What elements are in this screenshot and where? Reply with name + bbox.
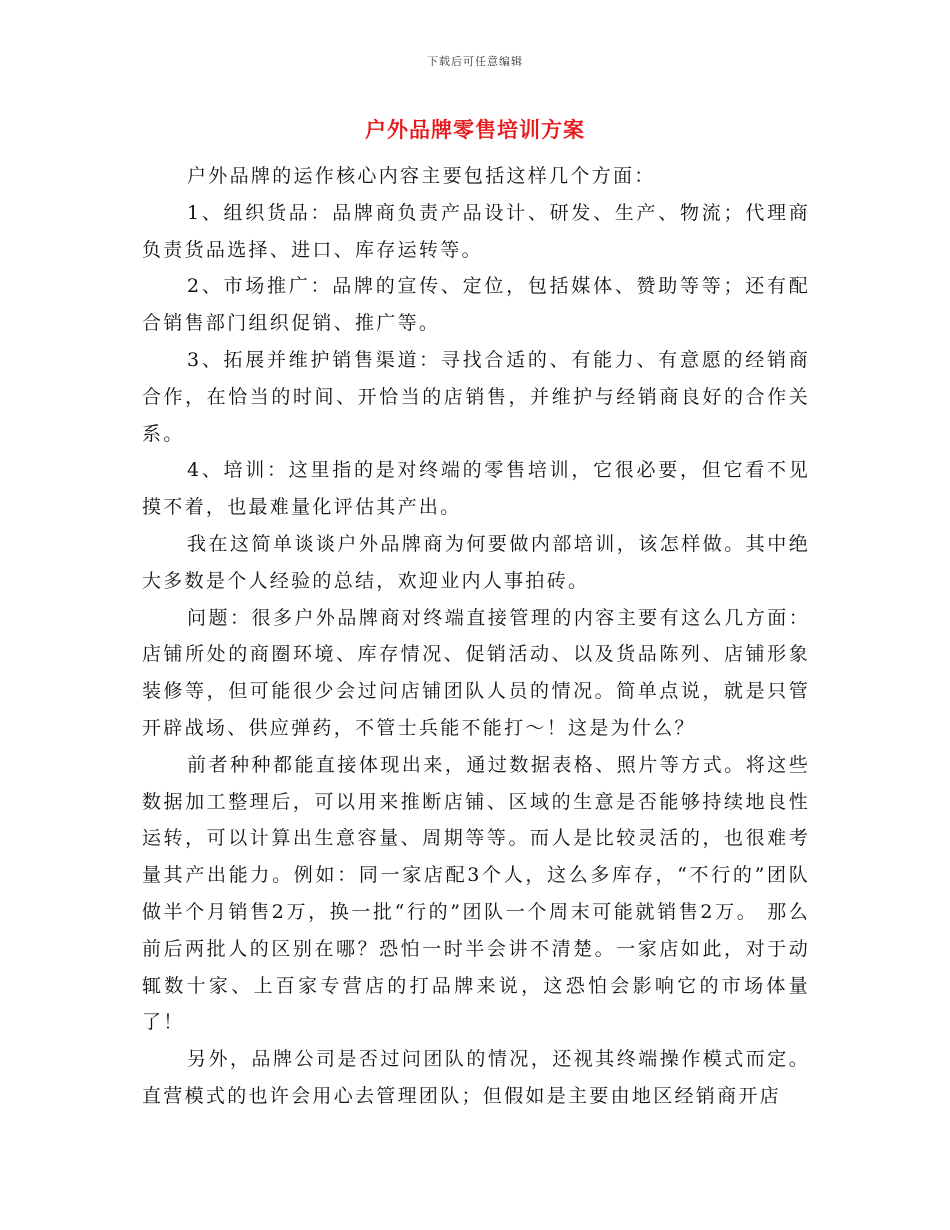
paragraph: 前者种种都能直接体现出来，通过数据表格、照片等方式。将这些数据加工整理后，可以用来推断店铺、区域的生意是否能够持续地良性运转，可以计算出生意容量、周期等等。而人是比较灵活的，也很难考量其产出能力。例如：同一家店配3个人，这么多库存，“不行的”团队做半个月销售2万，换一批“行的”团队一个周末可能就销售2万。 那么前后两批人的区别在哪？恐怕一时半会讲不清楚。一家店如此，对于动辄数十家、上百家专营店的打品牌来说，这恐怕会影响它的市场体量了！ — [142, 753, 810, 1034]
paragraph: 3、拓展并维护销售渠道：寻找合适的、有能力、有意愿的经销商合作，在恰当的时间、开恰当的店销售，并维护与经销商良好的合作关系。 — [142, 348, 810, 445]
document-title: 户外品牌零售培训方案 — [365, 117, 585, 142]
paragraph: 户外品牌的运作核心内容主要包括这样几个方面： — [187, 165, 656, 187]
paragraph: 问题：很多户外品牌商对终端直接管理的内容主要有这么几方面：店铺所处的商圈环境、库存情况、促销活动、以及货品陈列、店铺形象装修等，但可能很少会过问店铺团队人员的情况。简单点说，就是只管开辟战场、供应弹药，不管士兵能不能打～！这是为什么？ — [142, 606, 810, 739]
paragraph: 我在这简单谈谈户外品牌商为何要做内部培训，该怎样做。其中绝大多数是个人经验的总结，欢迎业内人事拍砖。 — [142, 532, 810, 592]
paragraph: 2、市场推广：品牌的宣传、定位，包括媒体、赞助等等；还有配合销售部门组织促销、推广等。 — [142, 275, 810, 335]
paragraph: 4、培训：这里指的是对终端的零售培训，它很必要，但它看不见摸不着，也最难量化评估其产出。 — [142, 459, 810, 519]
paragraph: 1、组织货品：品牌商负责产品设计、研发、生产、物流；代理商负责货品选择、进口、库存运转等。 — [142, 201, 810, 261]
paragraph: 另外，品牌公司是否过问团队的情况，还视其终端操作模式而定。直营模式的也许会用心去管理团队；但假如是主要由地区经销商开店 — [142, 1048, 810, 1107]
document-body — [142, 158, 810, 1115]
header-note: 下载后可任意编辑 — [427, 55, 523, 68]
